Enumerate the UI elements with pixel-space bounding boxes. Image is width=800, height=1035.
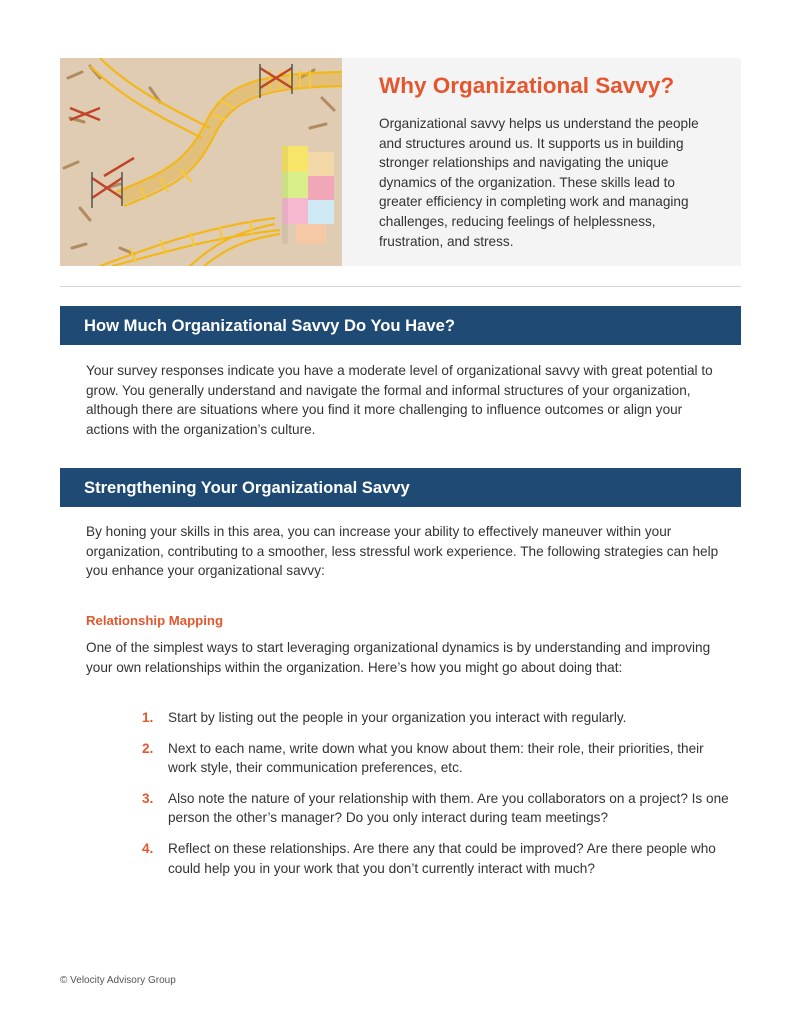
list-item [142, 789, 732, 828]
list-item [142, 839, 732, 878]
relationship-intro: One of the simplest ways to start leveraging organizational dynamics is by understanding and improving your own relationships within the organization. Here’s how you might go about doing that: [86, 640, 711, 675]
step-number: 1. [142, 710, 154, 725]
hero-panel [60, 58, 741, 266]
list-item [142, 739, 732, 778]
railroad-tracks-blocks-illustration [60, 58, 342, 266]
hero-body: Organizational savvy helps us understand the people and structures around us. It supports us in building stronger relationships and navigating the unique dynamics of the organization. These skills lead to greater efficiency in completing work and managing challenges, reducing feelings of helplessness, frustration, and stress. [379, 116, 699, 249]
section-body-how-much: Your survey responses indicate you have a moderate level of organizational savvy with great potential to grow. You generally understand and navigate the formal and informal structures of your organization, although there are situations where you find it more challenging to influence outcomes or align your actions with the organization’s culture. [86, 363, 713, 437]
page-title: Why Organizational Savvy? [379, 73, 675, 98]
step-number: 4. [142, 840, 154, 856]
divider [60, 286, 741, 287]
section-heading-how-much: How Much Organizational Savvy Do You Have? [60, 306, 741, 345]
steps-list [142, 708, 732, 878]
step-number: 2. [142, 740, 154, 756]
subheading-relationship-mapping: Relationship Mapping [86, 613, 224, 628]
step-text: Reflect on these relationships. Are there any that could be improved? Are there people who could help you in your work that you don’t currently interact with much? [168, 840, 716, 876]
list-item [142, 708, 732, 728]
step-number: 3. [142, 790, 154, 806]
step-text: Also note the nature of your relationship with them. Are you collaborators on a project? Is one person the other’s manager? Do you only interact during team meetings? [168, 790, 729, 826]
step-text: Start by listing out the people in your organization you interact with regularly. [168, 710, 627, 725]
step-text: Next to each name, write down what you know about them: their role, their priorities, their work style, their communication preferences, etc. [168, 740, 704, 776]
footer-copyright: © Velocity Advisory Group [60, 975, 176, 986]
section-body-strengthening: By honing your skills in this area, you can increase your ability to effectively maneuver within your organization, contributing to a smoother, less stressful work experience. The following strategies can help you enhance your organizational savvy: [86, 524, 719, 579]
section-heading-strengthening: Strengthening Your Organizational Savvy [60, 468, 741, 507]
hero-text [342, 58, 741, 266]
